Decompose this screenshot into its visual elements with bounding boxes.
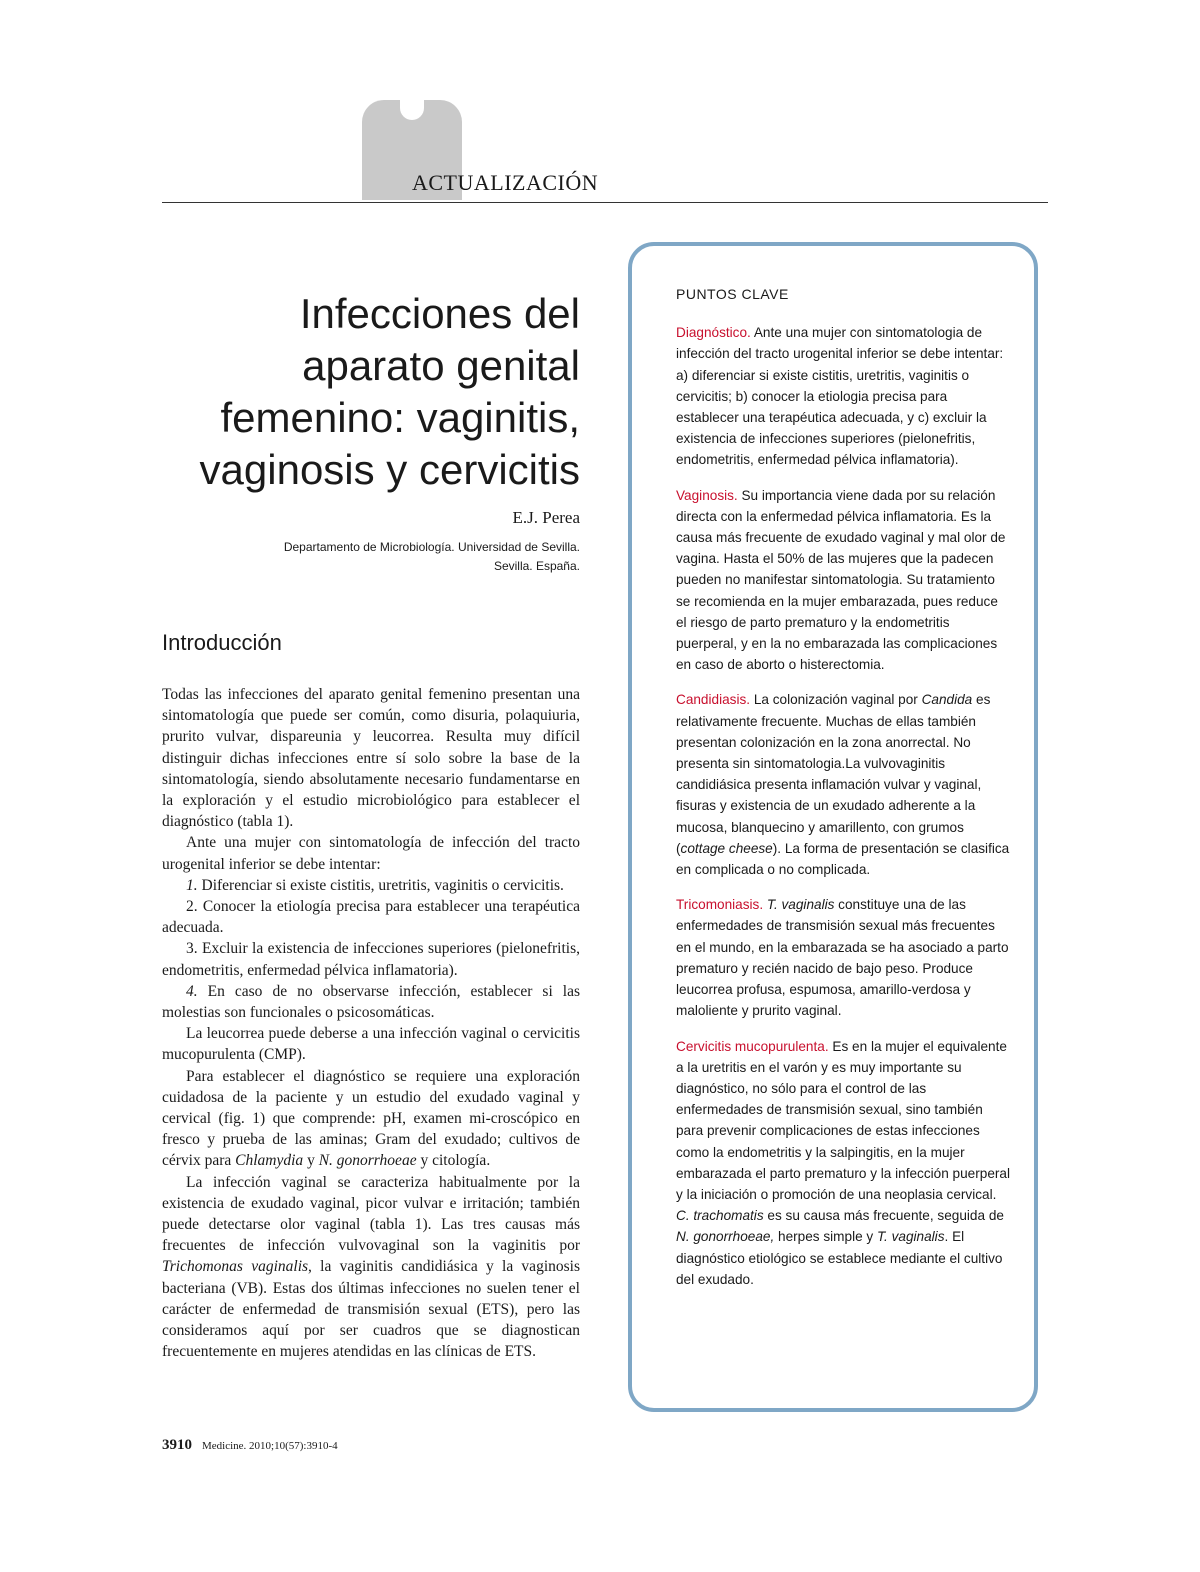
key-point-label: Candidiasis. [676, 692, 751, 708]
key-point-candidiasis [676, 689, 1012, 880]
key-point-label: Cervicitis mucopurulenta. [676, 1038, 829, 1054]
author: E.J. Perea [512, 508, 580, 527]
text-run: Su importancia viene dada por su relación directa con la enfermedad pélvica inflamatoria. Es la causa más frecuente de exudado vaginal y mal olor de vagina. Hasta el 50% de las mujeres que la padecen pueden no manifestar sintomatologia. Su tratamiento se recomienda en la mujer embarazada, pues reduce el riesgo de parto prematuro y la endometritis puerperal, y en la no embarazada las complicaciones en caso de aborto o histerectomia. [676, 487, 1006, 673]
section-label: ACTUALIZACIÓN [412, 170, 599, 195]
text-run-italic: cottage cheese [680, 840, 773, 856]
key-point-label: Tricomoniasis. [676, 897, 764, 913]
text-run: La colonización vaginal por [750, 692, 922, 708]
text-run: herpes simple y [774, 1229, 877, 1245]
list-item [162, 896, 580, 938]
title-line: femenino: vaginitis, [220, 394, 580, 441]
key-points-title: PUNTOS CLAVE [676, 286, 789, 302]
page-number: 3910 [162, 1437, 192, 1453]
key-point-diagnostico [676, 322, 1012, 470]
text-run-italic: T. vaginalis [763, 897, 835, 913]
list-text: Diferenciar si existe cistitis, uretritis, vaginitis o cervicitis. [201, 876, 564, 894]
title-line: vaginosis y cervicitis [199, 446, 580, 493]
citation: Medicine. 2010;10(57):3910-4 [202, 1440, 338, 1452]
text-run: Ante una mujer con sintomatologia de infección del tracto urogenital inferior se debe intentar: a) diferenciar si existe cistitis, uretritis, vaginitis o cervicitis; b) conocer la etiologia precisa para establecer una terapéutica adecuada, y c) excluir la existencia de infecciones superiores (pielonefritis, endometritis, enfermedad pélvica inflamatoria). [676, 325, 1004, 468]
text-run: constituye una de las enfermedades de transmisión sexual más frecuentes en el mundo, en la embarazada se ha asociado a parto prematuro y recién nacido de bajo peso. Produce leucorrea profusa, espumosa, amarillo-verdosa y maloliente y prurito vaginal. [676, 897, 1009, 1019]
text-run-italic: N. gonorrhoeae, [676, 1229, 775, 1245]
text-run-italic: T. vaginalis [877, 1229, 945, 1245]
text-run-italic: C. trachomatis [676, 1208, 764, 1224]
list-item [162, 875, 580, 896]
affiliation-line: Departamento de Microbiología. Universidad de Sevilla. [283, 540, 580, 554]
text-run-italic: Candida [921, 692, 973, 708]
article-title [150, 288, 580, 496]
key-point-tricomoniasis [676, 894, 1012, 1021]
page-footer [162, 1437, 338, 1454]
key-point-vaginosis [676, 485, 1012, 676]
text-run: Es en la mujer el equivalente a la uretritis en el varón y es muy importante su diagnóstico, no sólo para el control de las enfermedades de transmisión sexual, sino también para prevenir complicaciones de estas infecciones como la endometritis y la salpingitis, en la mujer embarazada el parto prematuro y la infección puerperal y la iniciación o promoción de una neoplasia cervical. [676, 1038, 1010, 1202]
list-text: En caso de no observarse infección, establecer si las molestias son funcionales o psicosomáticas. [162, 982, 581, 1022]
key-point-label: Diagnóstico. [676, 325, 751, 341]
paragraph [162, 1172, 580, 1363]
text-run: Para establecer el diagnóstico se requiere una exploración cuidadosa de la paciente y un estudio del exudado vaginal y cervical (fig. 1) que comprende: pH, examen mi-croscópico en fresco y prueba de las aminas; Gram del exudado; cultivos de cérvix para [162, 1067, 580, 1170]
list-number: 2. [186, 898, 198, 916]
text-run: La infección vaginal se caracteriza habitualmente por la existencia de exudado vaginal, picor vulvar e irritación; también puede detectarse olor vaginal (tabla 1). Las tres causas más frecuentes de infección vulvovaginal son la vaginitis por [162, 1173, 580, 1255]
text-run-italic: N. gonorrhoeae [318, 1152, 417, 1170]
list-item [162, 938, 580, 980]
text-run-italic: Trichomonas vaginalis [162, 1258, 309, 1276]
key-points-box [628, 242, 1038, 1412]
list-item [162, 981, 580, 1023]
text-run: ). La forma de presentación se clasifica en complicada o no complicada. [676, 840, 1010, 878]
title-line: Infecciones del [299, 290, 580, 337]
paragraph: Ante una mujer con sintomatología de infección del tracto urogenital inferior se debe intentar: [162, 834, 580, 873]
key-point-label: Vaginosis. [676, 487, 738, 503]
section-heading-intro: Introducción [162, 630, 282, 655]
text-run: . El diagnóstico etiológico se establece mediante el cultivo del exudado. [676, 1229, 1003, 1287]
text-run: es relativamente frecuente. Muchas de ellas también presentan colonización en la zona anorrectal. No presenta sin sintomatologia.La vulvovaginitis candidiásica presenta inflamación vulvar y vaginal, fisuras y existencia de un exudado adherente a la mucosa, blanquecino y amarillento, con grumos ( [676, 692, 991, 856]
paragraph [162, 1066, 580, 1172]
affiliation-line: Sevilla. España. [493, 559, 580, 573]
key-point-cervicitis [676, 1036, 1012, 1290]
list-number: 3. [186, 940, 198, 958]
paragraph: La leucorrea puede deberse a una infección vaginal o cervicitis mucopurulenta (CMP). [162, 1025, 580, 1064]
list-number: 4. [186, 982, 198, 1000]
text-run: y [303, 1152, 319, 1170]
affiliation [230, 538, 580, 576]
title-line: aparato genital [302, 342, 580, 389]
intro-body [162, 684, 580, 1363]
list-text: Excluir la existencia de infecciones superiores (pielonefritis, endometritis, enfermedad pélvica inflamatoria). [162, 940, 581, 979]
text-run: es su causa más frecuente, seguida de [763, 1208, 1004, 1224]
list-text: Conocer la etiología precisa para establecer una terapéutica adecuada. [162, 898, 580, 937]
paragraph: Todas las infecciones del aparato genital femenino presentan una sintomatología que puede ser común, como disuria, polaquiuria, prurito vulvar, dispareunia y leucorrea. Resulta muy difícil distinguir dichas infecciones entre sí solo sobre la base de la sintomatología, siendo absolutamente necesario fundamentarse en la exploración y el estudio microbiológico para establecer el diagnóstico (tabla 1). [162, 686, 580, 831]
list-number: 1. [186, 876, 198, 894]
header-rule [162, 202, 1048, 203]
text-run-italic: Chlamydia [235, 1152, 304, 1170]
text-run: y citología. [416, 1152, 491, 1170]
text-run: , la vaginitis candidiásica y la vaginosis bacteriana (VB). Estas dos últimas infecciones no suelen tener el carácter de enfermedad de transmisión sexual (ETS), pero las consideramos aquí por ser cuadros que se diagnostican frecuentemente en mujeres atendidas en las clínicas de ETS. [162, 1258, 580, 1361]
key-points-content [676, 284, 1012, 1304]
